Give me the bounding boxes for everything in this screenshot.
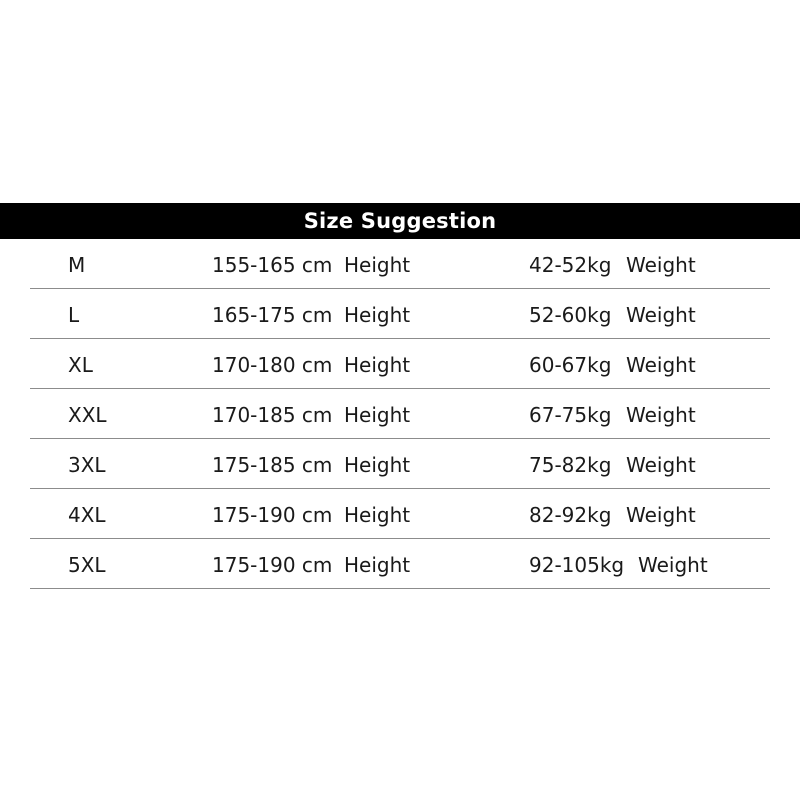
height-label: Height <box>344 553 411 577</box>
weight-range: 60-67kg <box>529 353 612 377</box>
weight-label: Weight <box>626 253 696 277</box>
height-label: Height <box>344 253 411 277</box>
size-table <box>30 239 770 589</box>
weight-range: 52-60kg <box>529 303 612 327</box>
weight-label: Weight <box>626 453 696 477</box>
size-label: L <box>68 303 80 327</box>
table-row <box>30 289 770 339</box>
weight-range: 42-52kg <box>529 253 612 277</box>
size-label: XL <box>68 353 93 377</box>
height-range: 175-190 cm <box>212 503 333 527</box>
header-bar <box>0 203 800 239</box>
table-row <box>30 239 770 289</box>
size-label: 3XL <box>68 453 106 477</box>
height-range: 165-175 cm <box>212 303 333 327</box>
weight-label: Weight <box>626 303 696 327</box>
table-row <box>30 489 770 539</box>
size-suggestion-title: Size Suggestion <box>303 209 497 233</box>
table-row <box>30 539 770 589</box>
height-label: Height <box>344 503 411 527</box>
weight-range: 67-75kg <box>529 403 612 427</box>
height-range: 170-185 cm <box>212 403 333 427</box>
weight-range: 82-92kg <box>529 503 612 527</box>
size-label: 4XL <box>68 503 106 527</box>
table-row <box>30 439 770 489</box>
height-range: 175-190 cm <box>212 553 333 577</box>
height-range: 175-185 cm <box>212 453 333 477</box>
height-range: 155-165 cm <box>212 253 333 277</box>
size-label: XXL <box>68 403 107 427</box>
weight-label: Weight <box>626 403 696 427</box>
weight-label: Weight <box>638 553 708 577</box>
size-label: M <box>68 253 86 277</box>
height-label: Height <box>344 353 411 377</box>
size-label: 5XL <box>68 553 106 577</box>
height-label: Height <box>344 303 411 327</box>
weight-label: Weight <box>626 353 696 377</box>
table-row <box>30 389 770 439</box>
weight-range: 75-82kg <box>529 453 612 477</box>
height-range: 170-180 cm <box>212 353 333 377</box>
height-label: Height <box>344 403 411 427</box>
table-row <box>30 339 770 389</box>
height-label: Height <box>344 453 411 477</box>
weight-label: Weight <box>626 503 696 527</box>
weight-range: 92-105kg <box>529 553 625 577</box>
